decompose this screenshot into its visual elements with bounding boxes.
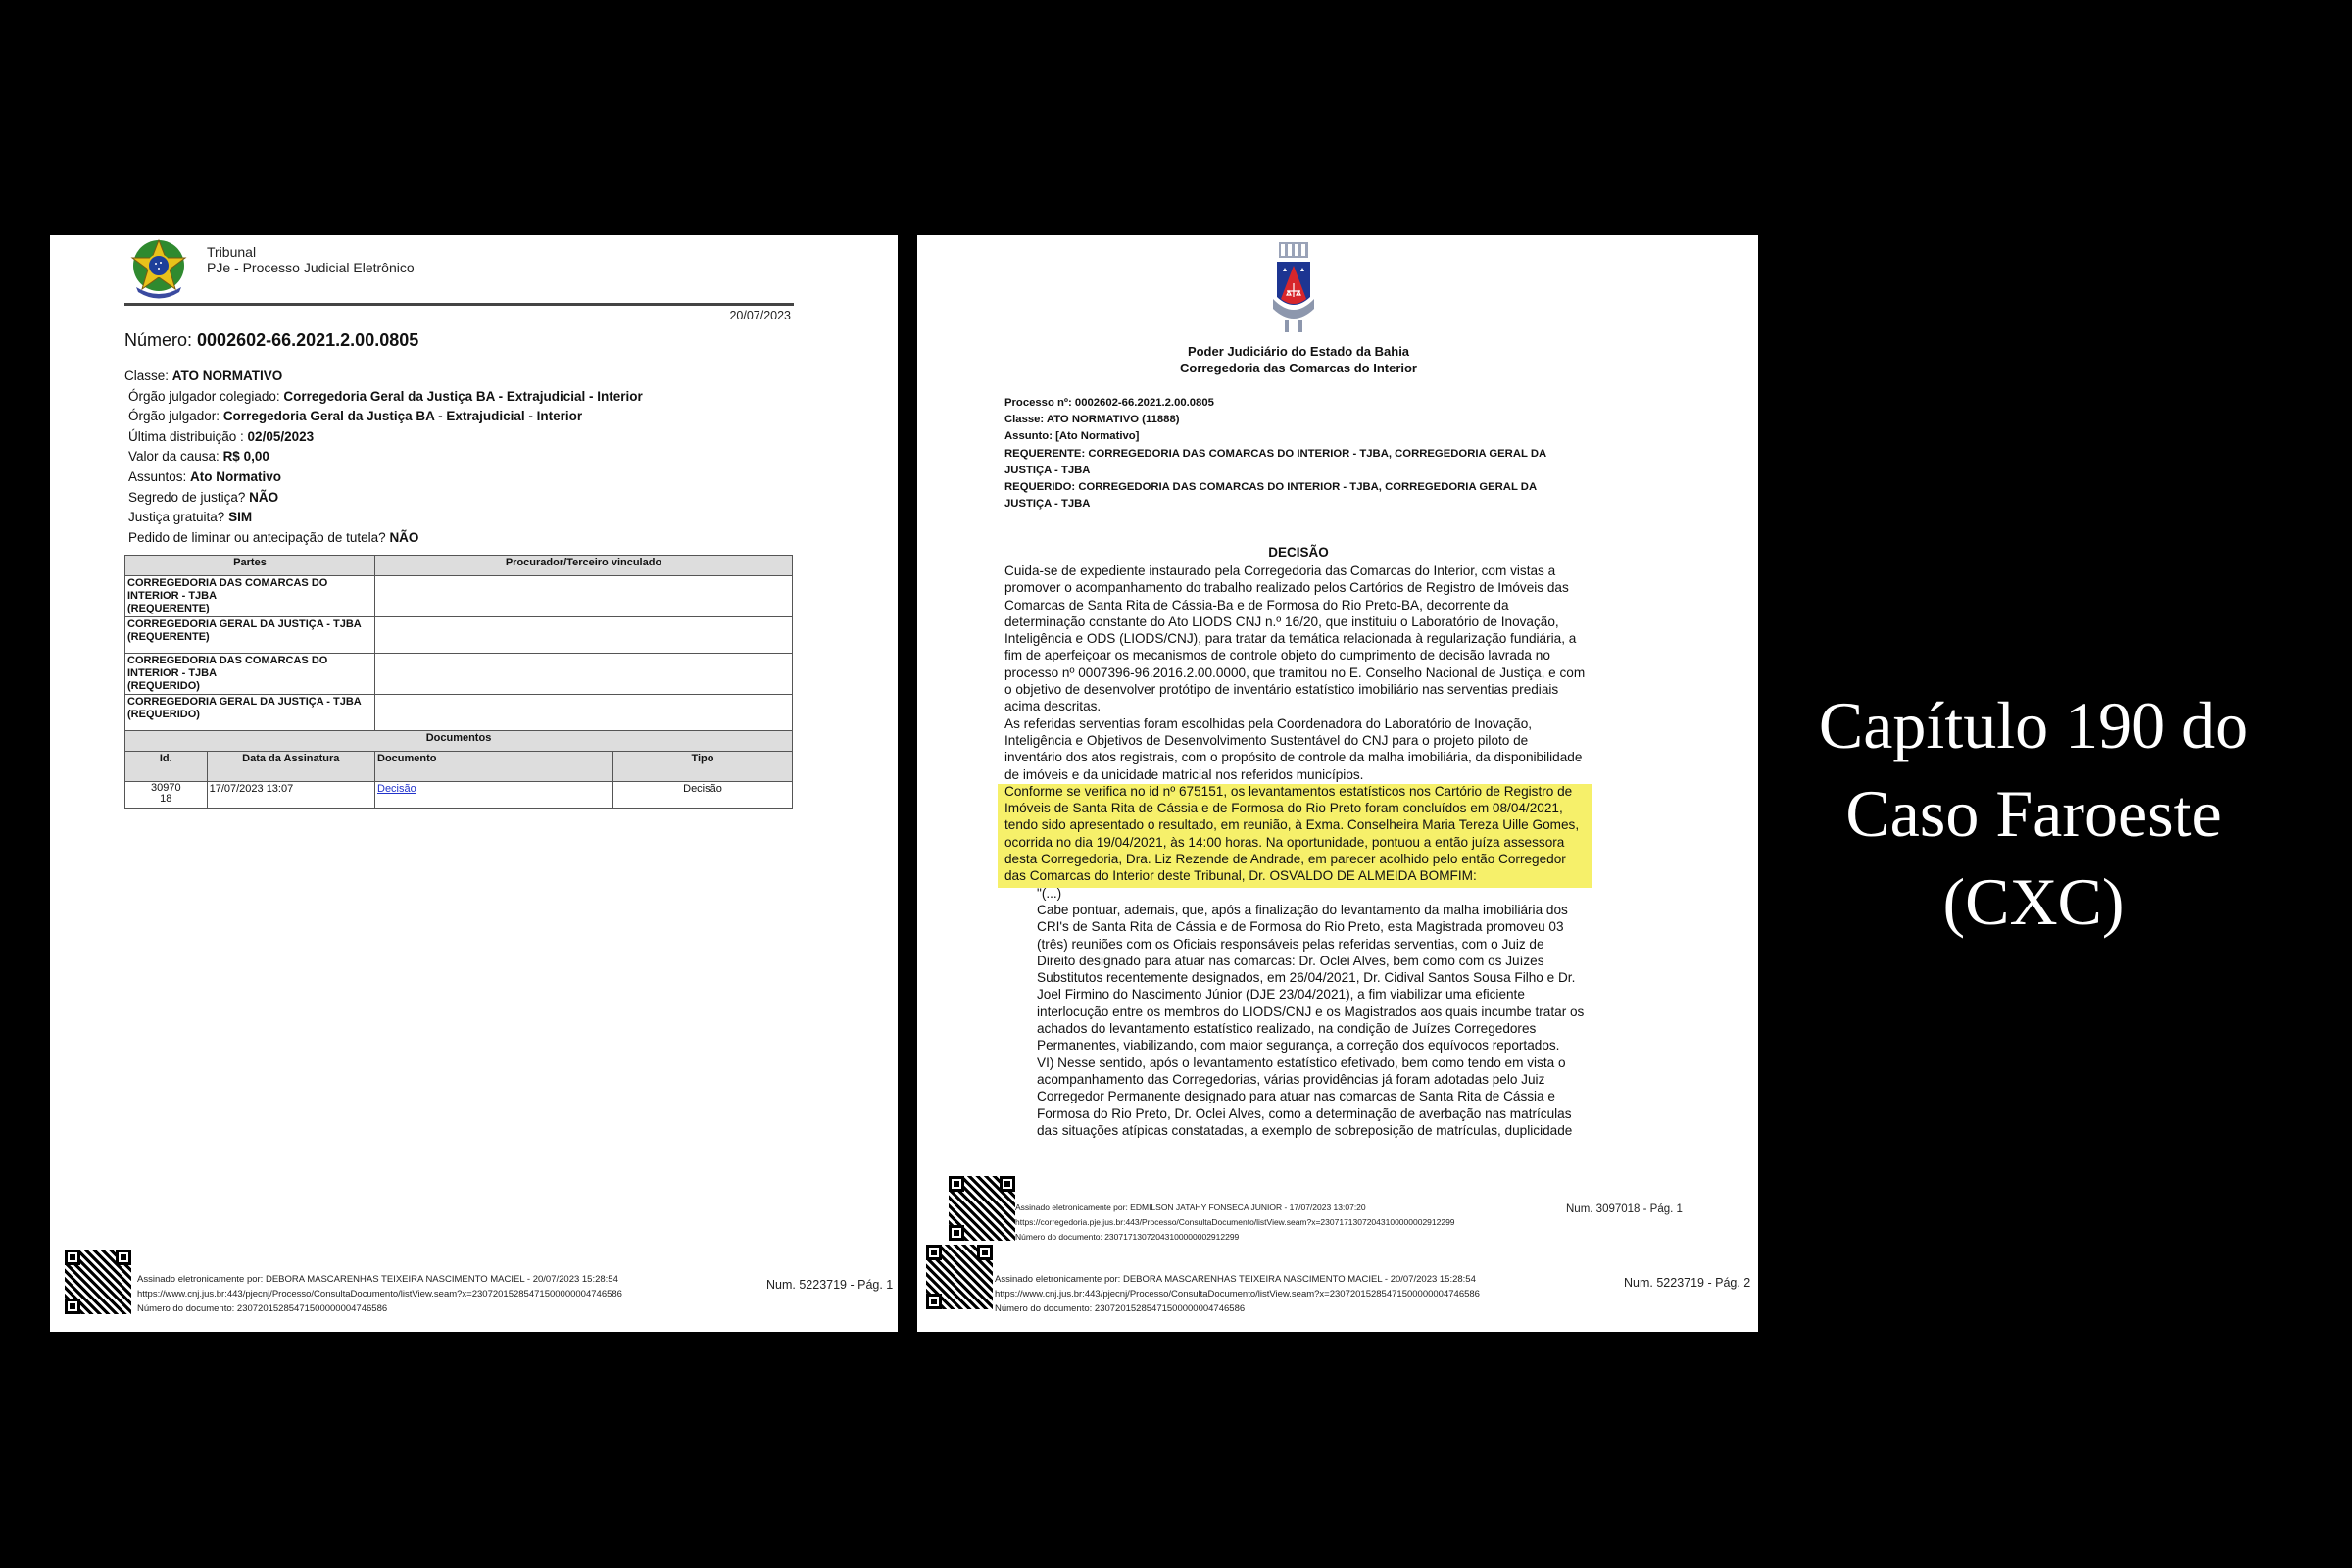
process-fields <box>124 367 643 548</box>
footer-page-number: Num. 5223719 - Pág. 1 <box>766 1278 894 1292</box>
decision-body <box>1004 563 1592 1139</box>
party-row: CORREGEDORIA GERAL DA JUSTIÇA - TJBA (REQUERIDO) <box>125 695 793 731</box>
header-date: 20/07/2023 <box>729 309 791 322</box>
document-row <box>125 782 793 808</box>
court-name: Poder Judiciário do Estado da Bahia <box>1187 344 1410 359</box>
meta-requerido: REQUERIDO: CORREGEDORIA DAS COMARCAS DO INTERIOR - TJBA, CORREGEDORIA GERAL DA <box>1004 481 1538 494</box>
chapter-title-line-1: Capítulo 190 do <box>1818 688 2249 762</box>
field-orgao-julgador: Órgão julgador: Corregedoria Geral da Justiça BA - Extrajudicial - Interior <box>128 409 583 424</box>
qr-code-icon <box>65 1250 131 1314</box>
court-division: Corregedoria das Comarcas do Interior <box>1179 361 1417 375</box>
col-procurador: Procurador/Terceiro vinculado <box>375 556 793 576</box>
bahia-coat-of-arms-icon <box>1271 240 1316 334</box>
decision-title: DECISÃO <box>1268 545 1329 560</box>
doc-tipo: Decisão <box>613 782 793 808</box>
paragraph-1: Cuida-se de expediente instaurado pela Corregedoria das Comarcas do Interior, com vistas a promover o acompanhamento do trabalho realizado pelos Cartórios de Registro de Imóveis das Comarcas de Santa Rita de Cássia-Ba e de Formosa do Rio Preto-BA, decorrente da determinação constante do Ato LIODS CNJ n.º 16/20, que instituiu o Laboratório de Inovação, Inteligência e ODS (LIODS/CNJ), para tratar da temática relacionada à regularização fundiária, a fim de aperfeiçoar os mecanismos de controle objeto do cumprimento de decisão lavrada no processo nº 0007396-96.2016.2.00.0000, que tramitou no E. Conselho Nacional de Justiça, e com o objetivo de desenvolver protótipo de inventário estatístico imobiliário nas serventias prediais acima descritas. <box>1004 564 1586 714</box>
field-assuntos: Assuntos: Ato Normativo <box>128 468 282 484</box>
field-pedido-liminar: Pedido de liminar ou antecipação de tutela? NÃO <box>128 529 419 545</box>
chapter-title <box>1754 681 2313 946</box>
qr-code-icon <box>949 1176 1015 1241</box>
brazil-coat-of-arms-icon <box>126 236 191 301</box>
header-tribunal: Tribunal <box>207 244 257 260</box>
meta-processo: Processo nº: 0002602-66.2021.2.00.0805 <box>1004 397 1214 409</box>
footer-signature: Assinado eletronicamente por: DEBORA MASCARENHAS TEIXEIRA NASCIMENTO MACIEL - 20/07/2023 15:28:54 https://www.cnj.jus.br:443/pjecnj/Processo/ConsultaDocumento/listView.seam?x=23072015285471500000004746586 Número do documento: 23072015285471500000004746586 <box>137 1274 622 1314</box>
footer-signature-2: Assinado eletronicamente por: DEBORA MASCARENHAS TEIXEIRA NASCIMENTO MACIEL - 20/07/2023 15:28:54 https://www.cnj.jus.br:443/pjecnj/Processo/ConsultaDocumento/listView.seam?x=23072015285471500000004746586 Número do documento: 23072015285471500000004746586 <box>995 1274 1480 1314</box>
meta-requerente-cont: JUSTIÇA - TJBA <box>1004 464 1091 476</box>
documents-title: Documentos <box>125 731 793 752</box>
field-segredo-justica: Segredo de justiça? NÃO <box>128 489 279 505</box>
col-data-assinatura: Data da Assinatura <box>207 752 374 782</box>
meta-classe: Classe: ATO NORMATIVO (11888) <box>1004 414 1180 426</box>
header-system-name: PJe - Processo Judicial Eletrônico <box>207 260 415 275</box>
decisao-document-link[interactable]: Decisão <box>377 783 416 795</box>
footer-page-number-2: Num. 5223719 - Pág. 2 <box>1624 1276 1751 1290</box>
meta-requerido-cont: JUSTIÇA - TJBA <box>1004 498 1091 511</box>
meta-requerente: REQUERENTE: CORREGEDORIA DAS COMARCAS DO INTERIOR - TJBA, CORREGEDORIA GERAL DA <box>1004 447 1547 460</box>
meta-assunto: Assunto: [Ato Normativo] <box>1004 430 1140 443</box>
process-meta <box>1004 395 1546 513</box>
field-classe: Classe: ATO NORMATIVO <box>124 368 283 383</box>
document-page-2 <box>917 235 1758 1332</box>
parties-documents-table <box>124 555 793 808</box>
paragraph-2: As referidas serventias foram escolhidas pela Coordenadora do Laboratório de Inovação, Inteligência e Objetivos de Desenvolvimento Sustentável do CNJ para o projeto piloto de inventário dos atos registrais, com o propósito de controle da malha imobiliária, da disponibilidade de imóveis e da unicidade matricial nos referidos municípios. <box>1004 715 1583 782</box>
field-ultima-distribuicao: Última distribuição : 02/05/2023 <box>128 428 315 444</box>
highlighted-paragraph: Conforme se verifica no id nº 675151, os levantamentos estatísticos nos Cartório de Registro de Imóveis de Santa Rita de Cássia e de Formosa do Rio Preto foram concluídos em 08/04/2021, tendo sido apresentado o resultado, em reunião, à Exma. Conselheira Maria Tereza Uille Gomes, ocorrida no dia 19/04/2021, às 14:00 horas. Na oportunidade, pontuou a então juíza assessora desta Corregedoria, Dra. Liz Rezende de Andrade, em parecer acolhido pelo então Corregedor das Comarcas do Interior deste Tribunal, Dr. OSVALDO DE ALMEIDA BOMFIM: <box>1004 783 1580 884</box>
doc-link-cell <box>375 782 613 808</box>
qr-code-icon <box>926 1245 993 1309</box>
party-row: CORREGEDORIA DAS COMARCAS DO INTERIOR - TJBA (REQUERENTE) <box>125 576 793 617</box>
doc-id: 30970 18 <box>125 782 208 808</box>
doc-date: 17/07/2023 13:07 <box>207 782 374 808</box>
field-justica-gratuita: Justiça gratuita? SIM <box>128 510 253 525</box>
footer-page-number-1: Num. 3097018 - Pág. 1 <box>1566 1203 1683 1215</box>
process-number: Número: 0002602-66.2021.2.00.0805 <box>124 330 419 350</box>
col-partes: Partes <box>125 556 375 576</box>
col-id: Id. <box>125 752 208 782</box>
field-valor-causa: Valor da causa: R$ 0,00 <box>128 449 270 465</box>
chapter-title-line-3: (CXC) <box>1942 864 2125 939</box>
col-documento: Documento <box>375 752 613 782</box>
quoted-paragraph: "(...) Cabe pontuar, ademais, que, após a finalização do levantamento da malha imobiliária dos CRI's de Santa Rita de Cássia e de Formosa do Rio Preto, esta Magistrada promoveu 03 (três) reuniões com os Oficiais responsáveis pelas referidas serventias, com o Juiz de Direito designado para atuar nas comarcas: Dr. Oclei Alves, bem como com os Juízes Substitutos recentemente designados, em 26/04/2021, Dr. Cidival Santos Sousa Filho e Dr. Joel Firmino do Nascimento Júnior (DJE 23/04/2021), a fim viabilizar uma eficiente interlocução entre os membros do LIODS/CNJ e os Magistrados aos quais incumbe tratar os achados do levantamento estatístico realizado, na condição de Juízes Corregedores Permanentes, viabilizando, com maior segurança, a correção dos equívocos reportados. VI) Nesse sentido, após o levantamento estatístico efetivado, bem como tendo em vista o acompanhamento das Corregedorias, várias providências já foram adotadas pelo Juiz Corregedor Permanente designado para atuar nas comarcas de Santa Rita de Cássia e Formosa do Rio Preto, Dr. Oclei Alves, como a determinação de averbação nas matrículas das situações atípicas constatadas, a exemplo de sobreposição de matrículas, duplicidade <box>1037 885 1585 1138</box>
col-tipo: Tipo <box>613 752 793 782</box>
footer-signature-1: Assinado eletronicamente por: EDMILSON JATAHY FONSECA JUNIOR - 17/07/2023 13:07:20 https://corregedoria.pje.jus.br:443/Processo/ConsultaDocumento/listView.seam?x=23071713072043100000002912299 Número do documento: 23071713072043100000002912299 <box>1015 1202 1455 1242</box>
field-orgao-colegiado: Órgão julgador colegiado: Corregedoria Geral da Justiça BA - Extrajudicial - Interior <box>128 388 643 404</box>
header-divider <box>124 303 794 306</box>
party-row: CORREGEDORIA DAS COMARCAS DO INTERIOR - TJBA (REQUERIDO) <box>125 654 793 695</box>
chapter-title-line-2: Caso Faroeste <box>1845 776 2222 851</box>
party-row: CORREGEDORIA GERAL DA JUSTIÇA - TJBA (REQUERENTE) <box>125 617 793 654</box>
document-page-1 <box>50 235 898 1332</box>
